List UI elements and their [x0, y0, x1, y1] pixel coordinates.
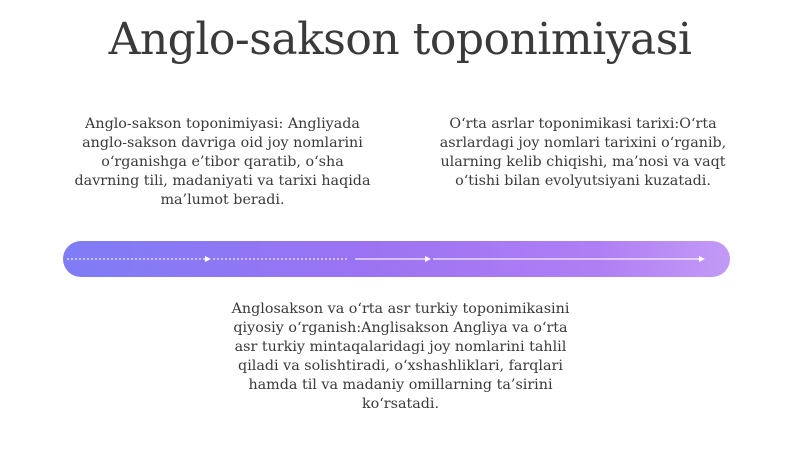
- text-block-medieval-history: O‘rta asrlar toponimikasi tarixi:O‘rta asrlardagi joy nomlari tarixini o‘rganib, ularning kelib chiqishi, ma’nosi va vaqt o‘tishi bilan evolyutsiyani kuzatadi.: [439, 116, 727, 189]
- timeline-bar: [63, 241, 730, 277]
- text-block-comparative-study: Anglosakson va o‘rta asr turkiy toponimikasini qiyosiy o‘rganish:Anglisakson Angliya va o‘rta asr turkiy mintaqalaridagi joy nomlarini tahlil qiladi va solishtiradi, o‘xshashliklari, farqlari hamda til va madaniy omillarning ta’sirini ko‘rsatadi.: [231, 301, 570, 412]
- timeline-arrows: [63, 241, 730, 277]
- slide-title: Anglo-sakson toponimiyasi: [108, 14, 692, 65]
- arrow-icon: [425, 256, 431, 262]
- arrow-icon: [205, 256, 211, 262]
- text-block-anglo-saxon: Anglo-sakson toponimiyasi: Angliyada anglo-sakson davriga oid joy nomlarini o‘rganishga e’tibor qaratib, o‘sha davrning tili, madaniyati va tarixi haqida ma’lumot beradi.: [74, 116, 371, 208]
- arrow-icon: [699, 256, 705, 262]
